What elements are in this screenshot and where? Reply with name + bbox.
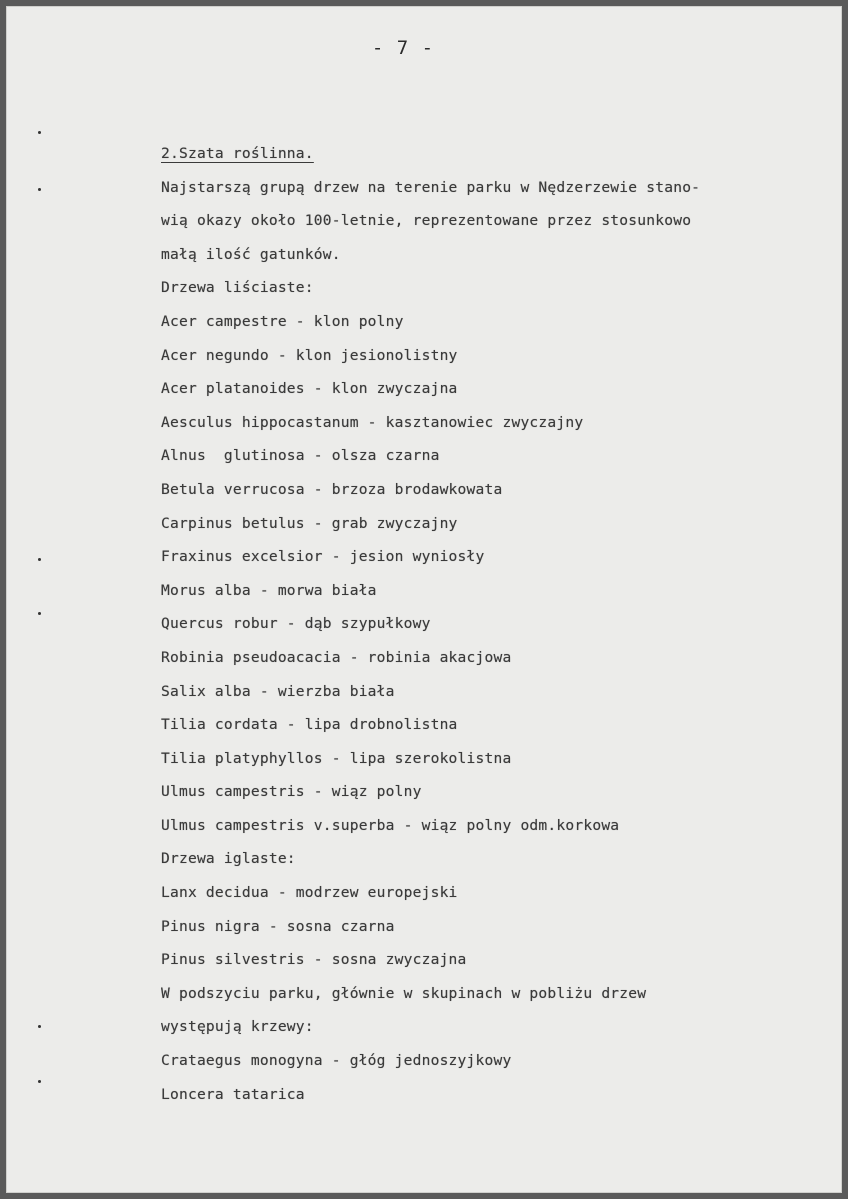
species-line: Crataegus monogyna - głóg jednoszyjkowy <box>161 1052 512 1070</box>
species-line: Quercus robur - dąb szypułkowy <box>161 615 431 633</box>
species-line: Alnus glutinosa - olsza czarna <box>161 447 440 465</box>
deciduous-heading: Drzewa liściaste: <box>161 279 314 297</box>
punch-mark <box>38 1025 41 1028</box>
punch-mark <box>38 1080 41 1083</box>
species-line: Acer negundo - klon jesionolistny <box>161 346 458 364</box>
species-line: Acer campestre - klon polny <box>161 312 404 330</box>
species-line: Fraxinus excelsior - jesion wyniosły <box>161 548 485 566</box>
species-line: Betula verrucosa - brzoza brodawkowata <box>161 480 503 498</box>
species-line: Lanx decidua - modrzew europejski <box>161 884 458 902</box>
species-line: Robinia pseudoacacia - robinia akacjowa <box>161 648 512 666</box>
species-line: Tilia platyphyllos - lipa szerokolistna <box>161 749 512 767</box>
document-page <box>6 6 842 1193</box>
punch-mark <box>38 612 41 615</box>
species-line: Aesculus hippocastanum - kasztanowiec zwyczajny <box>161 413 584 431</box>
species-line: Tilia cordata - lipa drobnolistna <box>161 716 458 734</box>
species-line: Carpinus betulus - grab zwyczajny <box>161 514 458 532</box>
species-line: Loncera tatarica <box>161 1085 305 1103</box>
punch-mark <box>38 188 41 191</box>
species-line: Pinus nigra - sosna czarna <box>161 917 395 935</box>
section-heading: 2.Szata roślinna. <box>161 145 314 162</box>
intro-line: Najstarszą grupą drzew na terenie parku w Nędzerzewie stano- <box>161 178 701 196</box>
punch-mark <box>38 558 41 561</box>
species-line: Ulmus campestris v.superba - wiąz polny odm.korkowa <box>161 816 620 834</box>
species-line: Salix alba - wierzba biała <box>161 682 395 700</box>
intro-line: małą ilość gatunków. <box>161 245 341 263</box>
species-line: Morus alba - morwa biała <box>161 581 377 599</box>
species-line: Acer platanoides - klon zwyczajna <box>161 380 458 398</box>
undergrowth-line: W podszyciu parku, głównie w skupinach w pobliżu drzew <box>161 984 647 1002</box>
document-body <box>161 137 801 1111</box>
coniferous-heading: Drzewa iglaste: <box>161 850 296 868</box>
page-number: - 7 - <box>371 37 435 59</box>
species-line: Ulmus campestris - wiąz polny <box>161 783 422 801</box>
undergrowth-line: występują krzewy: <box>161 1018 314 1036</box>
intro-line: wią okazy około 100-letnie, reprezentowane przez stosunkowo <box>161 212 692 230</box>
species-line: Pinus silvestris - sosna zwyczajna <box>161 951 467 969</box>
punch-mark <box>38 131 41 134</box>
